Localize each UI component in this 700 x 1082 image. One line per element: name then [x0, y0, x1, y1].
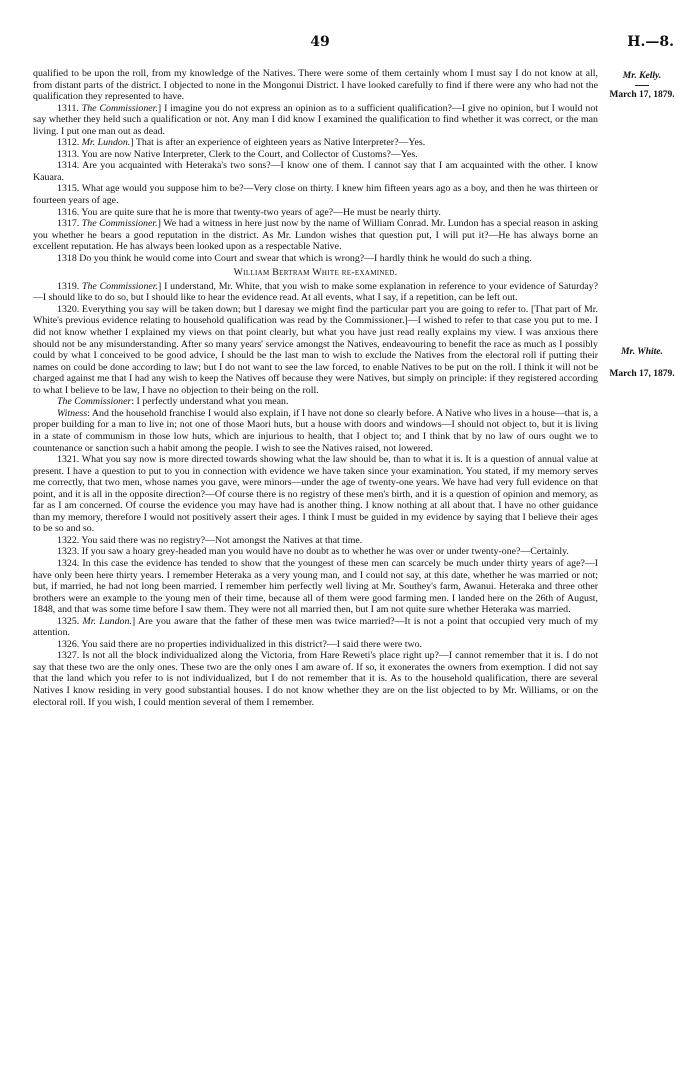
question-number: 1319.	[57, 280, 80, 292]
question-number: 1317.	[57, 218, 80, 230]
margin-note-white	[602, 346, 682, 380]
paragraph-text: : I perfectly understand what you mean.	[131, 396, 289, 408]
section-heading: William Bertram White re-examined.	[233, 267, 398, 279]
paragraph-1325	[33, 616, 598, 639]
document-reference: H.—8.	[627, 34, 674, 50]
paragraph-1319	[33, 281, 598, 304]
paragraph-text: ] That is after an experience of eighteen years as Native Interpreter?—Yes.	[130, 137, 426, 149]
margin-note-kelly	[602, 70, 682, 101]
testimony-text	[33, 68, 598, 708]
speaker: Mr. Lundon.	[81, 137, 131, 149]
paragraph-text: ] Are you aware that the father of these men was twice married?—It is not a point that occupied very much of my attention.	[33, 615, 599, 639]
margin-dash	[635, 85, 649, 86]
speaker: The Commissioner.	[81, 218, 158, 230]
paragraph-1315: 1315. What age would you suppose him to be?—Very close on thirty. I knew him fifteen years ago as a boy, and then he was thirteen or fourteen years of age.	[33, 183, 598, 207]
paragraph-1313: 1313. You are now Native Interpreter, Clerk to the Court, and Collector of Customs?—Yes.	[57, 148, 418, 160]
paragraph: qualified to be upon the roll, from my knowledge of the Natives. There were some of them certainly whom I must say I do not know at all, from distant parts of the district. I objected to none in the Mongonui District. I have looked carefully to find if there were any who had not the qualification they represented to have.	[33, 68, 598, 103]
speaker: The Commissioner.	[81, 102, 158, 114]
speaker: Mr. Lundon.	[82, 615, 132, 627]
paragraph-witness	[33, 408, 598, 454]
question-number: 1311.	[57, 102, 79, 114]
paragraph-1326: 1326. You said there are no properties individualized in this district?—I said there were two.	[57, 638, 423, 650]
paragraph-text: ] I understand, Mr. White, that you wish to make some explanation in reference to your evidence of Saturday?—I should like to do so, but I should like to hear the evidence read. At all events, what I say, if a repetition, can be left out.	[33, 280, 598, 304]
margin-note-name: Mr. White.	[621, 347, 663, 357]
speaker: The Commissioner	[57, 396, 132, 408]
paragraph-1322: 1322. You said there was no registry?—Not amongst the Natives at that time.	[57, 534, 363, 546]
paragraph-text: ] I imagine you do not express an opinion as to a sufficient qualification?—I give no opinion, but I would not say whether they held such a qualification or not. Any man I did know I examined the qualification to find whether it was correct, or the man living. I put one man out as dead.	[33, 102, 598, 137]
paragraph-1323: 1323. If you saw a hoary grey-headed man you would have no doubt as to whether he was over or under twenty-one?—Certainly.	[57, 546, 569, 558]
paragraph-commissioner	[33, 396, 598, 408]
paragraph-1314: 1314. Are you acquainted with Heteraka's two sons?—I know one of them. I cannot say that I am acquainted with the other. I know Kauara.	[33, 160, 598, 183]
speaker: The Commissioner.	[82, 280, 159, 292]
paragraph-1318: 1318 Do you think he would come into Court and swear that which is wrong?—I hardly think he would do such a thing.	[57, 252, 532, 264]
margin-note-date: March 17, 1879.	[609, 369, 675, 379]
paragraph-1312	[33, 137, 598, 149]
question-number: 1312.	[57, 137, 80, 149]
paragraph-text: ] We had a witness in here just now by the name of William Conrad. Mr. Lundon has a special reason in asking you whether he bears a good reputation in the district. As Mr. Lundon wishes that question put, I will put it?—He has always borne an excellent reputation. He has always been looked upon as a respectable Native.	[33, 218, 598, 253]
paragraph-1327: 1327. Is not all the block individualized along the Victoria, from Hare Reweti's place right up?—I cannot remember that it is. I do not say that these two are the only ones. These two are the only ones I am aware of. If so, it exonerates the owners from exemption. I did not say that the land which you refer to is not individualized, but I do not remember that it is. As to the household qualification, there are several Natives I know residing in very good substantial houses. I do not know whether they are on the list objected to by Mr. Williams, or on the electoral roll. If you wish, I could mention several of them I remember.	[33, 650, 598, 708]
margin-note-date: March 17, 1879.	[609, 90, 675, 100]
paragraph-text: : And the household franchise I would also explain, if I have not done so clearly before. A Native who lives in a house—that is, a proper building for a man to live in; not one of those Maori huts, but a house with doors and windows—I should not object to, but it is living in a state of communism in those low huts, which are injurious to health, that I object to; and I think that by no law of ours ought we to countenance or sanction such a habit among the people. I wish to see the Natives raised, not lowered.	[33, 407, 598, 454]
margin-note-name: Mr. Kelly.	[622, 71, 662, 81]
paragraph-1317	[33, 218, 598, 253]
paragraph-1311	[33, 103, 598, 138]
speaker: Witness	[57, 407, 88, 419]
paragraph-1320: 1320. Everything you say will be taken down; but I daresay we might find the particular part you are going to refer to. [That part of Mr. White's previous evidence relating to household qualification was read by the Commissioner.]—I wished to refer to that case you put to me. I did not know whether I explained my views on that point clearly, but what you have just read really explains my view. I was anxious there should not be any misunderstanding. After so many years' service amongst the Natives, endeavouring to benefit the race as much as I possibly could by what I conceived to be good advice, I should be the last man to wish to exclude the Natives from the electoral roll if putting their names on could be done according to law; but I do not want to see the law forced, to enable Natives to be put on the roll. I think it will not be charged against me that I had any wish to keep the Natives off because they were Natives, but simply on principle: if they registered according to what I believe to be law, I have no objection to their being on the roll.	[33, 303, 598, 396]
paragraph-1324: 1324. In this case the evidence has tended to show that the youngest of these men can scarcely be much under thirty years of age?—I have only been here thirty years. I remember Heteraka as a very young man, and I could not say, at this date, whether he was married or not; but, if married, he had not long been married. I remember him perfectly well living at Mr. Southey's farm, Awanui. Heteraka and three other brothers were an example to the young men of their time, because all of them were good farming men. I landed here on the 26th of August, 1848, and that was some time before I saw them. They were not all married then, but I am not quite sure whether Heteraka was married.	[33, 557, 598, 616]
page-number: 49	[310, 34, 330, 50]
paragraph-1316: 1316. You are quite sure that he is more that twenty-two years of age?—He must be nearly thirty.	[57, 206, 441, 218]
question-number: 1325.	[57, 615, 80, 627]
paragraph-1321: 1321. What you say now is more directed towards showing what the law should be, than to what it is. It is a question of annual value at present. I have a question to put to you in connection with evidence we have taken since your examination. You stated, if my memory serves me correctly, that two men, whose names you gave, were minors—under the age of twenty-one years. We have had very full evidence on that point, and it is all in the opposite direction?—Of course there is no registry of these men's birth, and it is a question of opinion and memory, as far as I am concerned. Of course the evidence you may have had is another thing. I know nothing at all about that. I have no other guidance than my memory, therefore I would not positively assert their ages. I think I must be guided in my evidence by saying that I believe their ages to be so and so.	[33, 454, 598, 535]
